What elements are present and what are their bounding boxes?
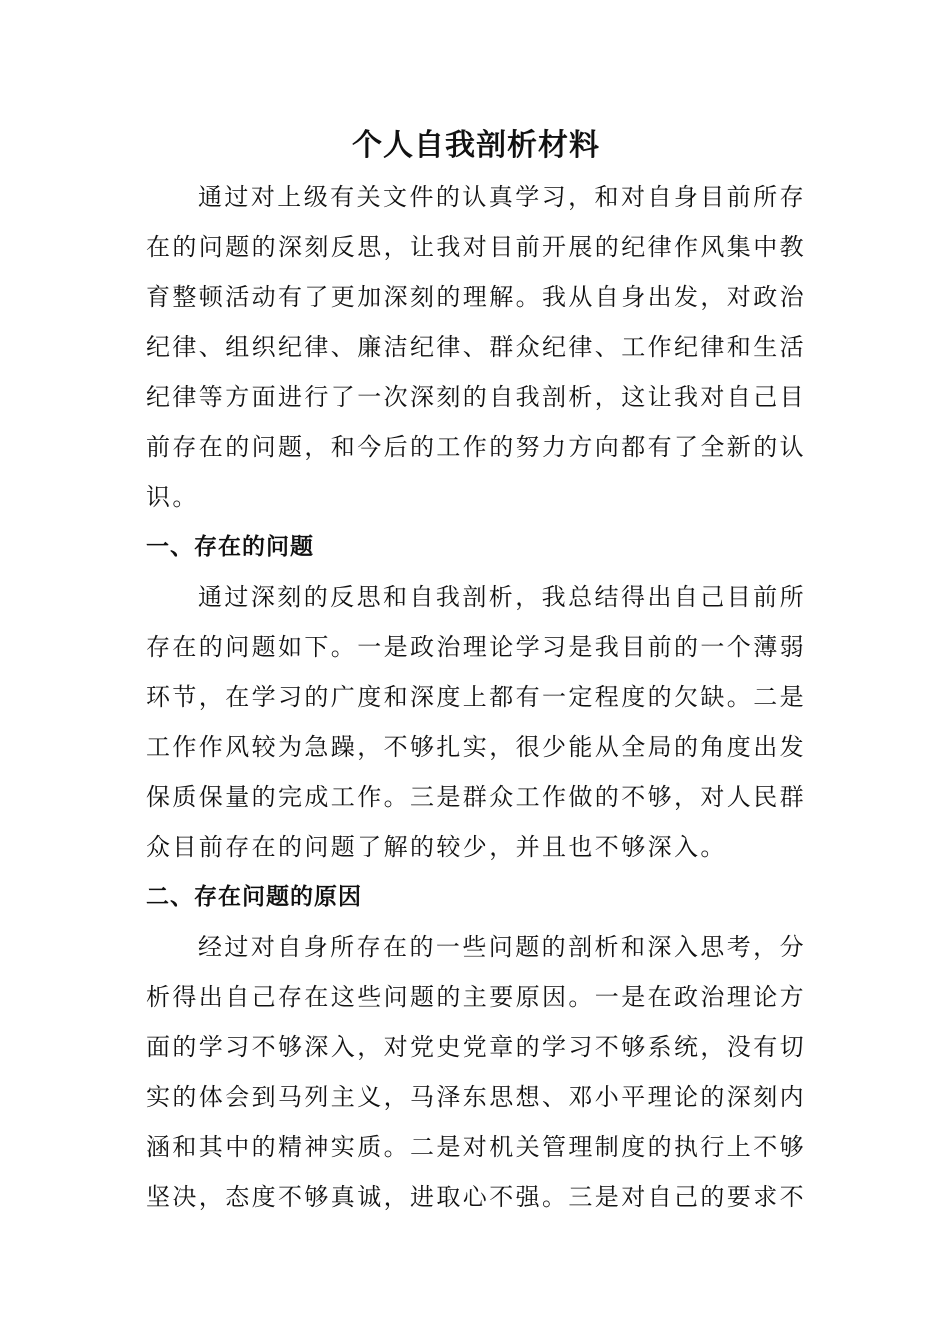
document-page — [146, 120, 806, 1222]
section-heading-causes: 二、存在问题的原因 — [146, 884, 362, 910]
intro-paragraph: 通过对上级有关文件的认真学习，和对自身目前所存在的问题的深刻反思，让我对目前开展的纪律作风集中教育整顿活动有了更加深刻的理解。我从自身出发，对政治纪律、组织纪律、廉洁纪律、群众纪律、工作纪律和生活纪律等方面进行了一次深刻的自我剖析，这让我对自己目前存在的问题，和今后的工作的努力方向都有了全新的认识。 — [146, 183, 806, 511]
document-title: 个人自我剖析材料 — [352, 128, 600, 163]
section-body-causes: 经过对自身所存在的一些问题的剖析和深入思考，分析得出自己存在这些问题的主要原因。一是在政治理论方面的学习不够深入，对党史党章的学习不够系统，没有切实的体会到马列主义，马泽东思想、邓小平理论的深刻内涵和其中的精神实质。二是对机关管理制度的执行上不够坚决，态度不够真诚，进取心不强。三是对自己的要求不 — [146, 933, 806, 1211]
section-body-problems: 通过深刻的反思和自我剖析，我总结得出自己目前所存在的问题如下。一是政治理论学习是我目前的一个薄弱环节，在学习的广度和深度上都有一定程度的欠缺。二是工作作风较为急躁，不够扎实，很少能从全局的角度出发保质保量的完成工作。三是群众工作做的不够，对人民群众目前存在的问题了解的较少，并且也不够深入。 — [146, 583, 806, 861]
section-heading-problems: 一、存在的问题 — [146, 534, 314, 560]
